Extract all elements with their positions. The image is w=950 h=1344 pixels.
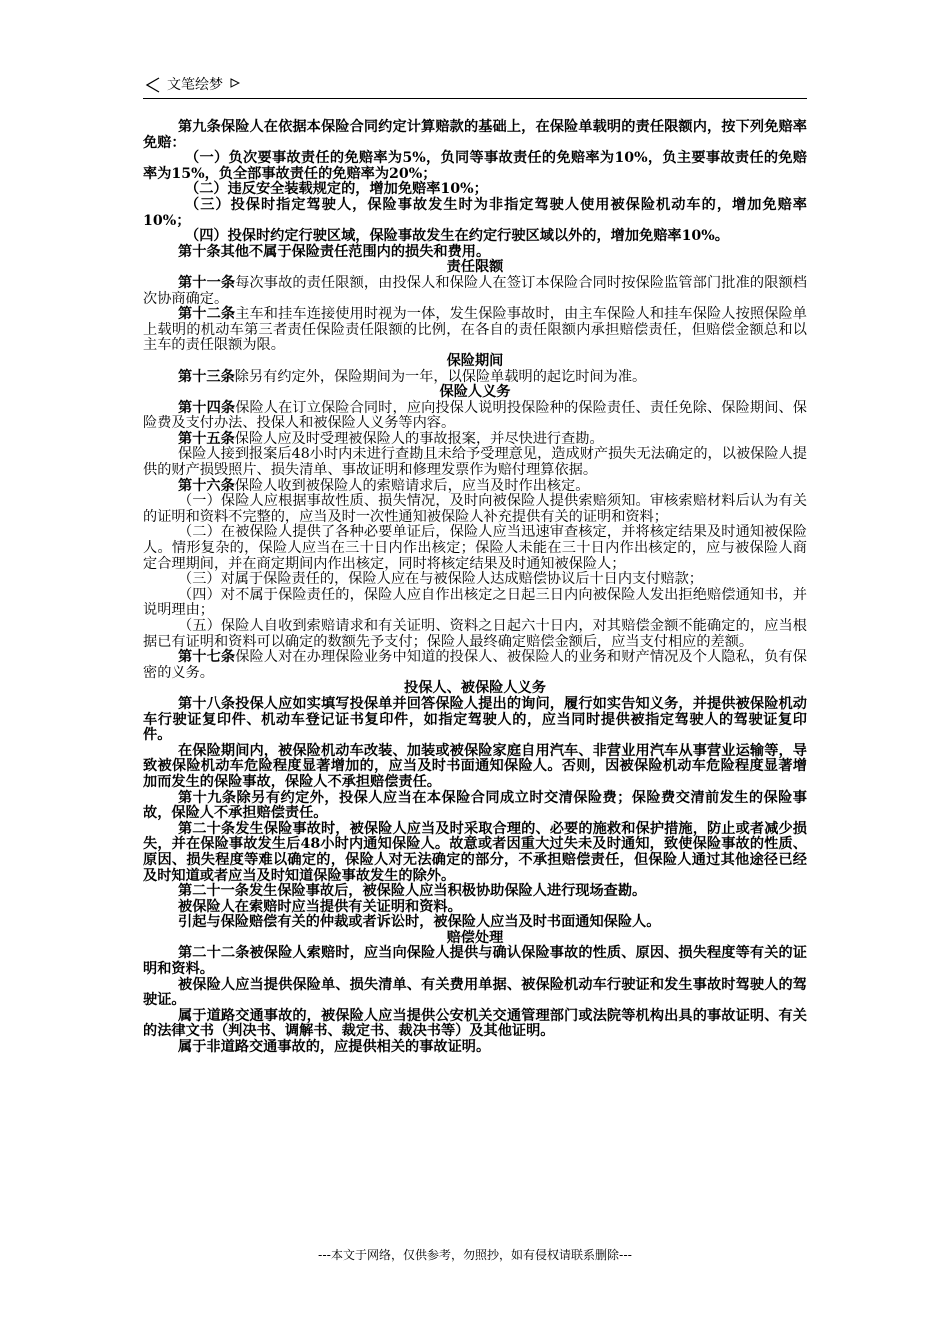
- article-12: [143, 307, 807, 354]
- section-heading-claims: 赔偿处理: [446, 929, 504, 946]
- article-number: 第十三条: [178, 368, 235, 385]
- article-number: 第十四条: [178, 399, 236, 416]
- article-16-item-3: （三）对属于保险责任的，保险人应在与被保险人达成赔偿协议后十日内支付赔款；: [178, 571, 703, 588]
- article-16-item-2: （二）在被保险人提供了各种必要单证后，保险人应当迅速审查核定，并将核定结果及时通知被保险人。情形复杂的，保险人应当在三十日内作出核定；保险人未能在三十日内作出核定的，应与被保险人商定合理期间，并在商定期间内作出核定，同时将核定结果及时通知被保险人；: [143, 524, 807, 572]
- article-21: 第二十一条发生保险事故后，被保险人应当积极协助保险人进行现场查勘。: [178, 883, 647, 900]
- article-17: [143, 650, 807, 681]
- article-22-paragraph-2: 被保险人应当提供保险单、损失清单、有关费用单据、被保险机动车行驶证和发生事故时驾驶人的驾驶证。: [143, 976, 807, 1009]
- article-21-paragraph-2: 被保险人在索赔时应当提供有关证明和资料。: [178, 898, 462, 915]
- section-heading-insurer-duties: 保险人义务: [439, 384, 511, 401]
- article-18: 第十八条投保人应如实填写投保单并回答保险人提出的询问，履行如实告知义务，并提供被保险机动车行驶证复印件、机动车登记证书复印件，如指定驾驶人的，应当同时提供被指定驾驶人的驾驶证复印件。: [143, 695, 807, 744]
- article-text: 保险人对在办理保险业务中知道的投保人、被保险人的业务和财产情况及个人隐私，负有保密的义务。: [143, 649, 807, 681]
- article-14: [143, 401, 807, 432]
- article-19: 第十九条除另有约定外，投保人应当在本保险合同成立时交清保险费；保险费交清前发生的保险事故，保险人不承担赔偿责任。: [143, 789, 807, 822]
- article-22: 第二十二条被保险人索赔时，应当向保险人提供与确认保险事故的性质、原因、损失程度等有关的证明和资料。: [143, 945, 807, 978]
- article-text: 保险人在订立保险合同时，应向投保人说明投保险种的保险责任、责任免除、保险期间、保险费及支付办法、投保人和被保险人义务等内容。: [143, 399, 807, 432]
- article-9-item-4: （四）投保时约定行驶区域，保险事故发生在约定行驶区域以外的，增加免赔率10%。: [185, 228, 729, 245]
- article-number: 第十一条: [178, 274, 236, 291]
- article-text: 每次事故的责任限额，由投保人和保险人在签订本保险合同时按保险监管部门批准的限额档次协商确定。: [143, 274, 807, 307]
- left-triangle-icon: [145, 77, 161, 93]
- section-heading-insurance-period: 保险期间: [446, 352, 504, 369]
- article-number: 第十二条: [178, 306, 236, 323]
- right-triangle-icon: [230, 78, 240, 88]
- article-number: 第十七条: [178, 649, 236, 666]
- article-21-paragraph-3: 引起与保险赔偿有关的仲裁或者诉讼时，被保险人应当及时书面通知保险人。: [178, 914, 661, 931]
- article-22-paragraph-3: 属于道路交通事故的，被保险人应当提供公安机关交通管理部门或法院等机构出具的事故证明、有关的法律文书（判决书、调解书、裁定书、裁决书等）及其他证明。: [143, 1007, 807, 1040]
- article-number: 第十五条: [178, 430, 235, 447]
- article-9: 第九条保险人在依据本保险合同约定计算赔款的基础上，在保险单载明的责任限额内，按下列免赔率免赔：: [143, 119, 807, 151]
- article-9-item-1: （一）负次要事故责任的免赔率为5%，负同等事故责任的免赔率为10%，负主要事故责任的免赔率为15%，负全部事故责任的免赔率为20%；: [143, 150, 807, 182]
- footer-disclaimer: ---本文于网络，仅供参考，勿照抄，如有侵权请联系删除---: [318, 1248, 632, 1262]
- article-text: 保险人应及时受理被保险人的事故报案，并尽快进行查勘。: [234, 430, 604, 447]
- article-16-item-4: （四）对不属于保险责任的，保险人应自作出核定之日起三日内向被保险人发出拒绝赔偿通知书，并说明理由；: [143, 586, 807, 619]
- article-18-paragraph: 在保险期间内，被保险机动车改装、加装或被保险家庭自用汽车、非营业用汽车从事营业运输等，导致被保险机动车危险程度显著增加的，应当及时书面通知保险人。否则，因被保险机动车危险程度显著增加而发生的保险事故，保险人不承担赔偿责任。: [143, 742, 807, 790]
- brand-name: 文笔绘梦: [167, 77, 223, 93]
- article-9-item-3: （三）投保时指定驾驶人，保险事故发生时为非指定驾驶人使用被保险机动车的，增加免赔率10%；: [143, 196, 807, 229]
- article-22-paragraph-4: 属于非道路交通事故的，应提供相关的事故证明。: [178, 1039, 491, 1056]
- document-body: [143, 120, 807, 1056]
- article-20: 第二十条发生保险事故时，被保险人应当及时采取合理的、必要的施救和保护措施，防止或者减少损失，并在保险事故发生后48小时内通知保险人。故意或者因重大过失未及时通知，致使保险事故的性质、原因、损失程度等难以确定的，保险人对无法确定的部分，不承担赔偿责任，但保险人通过其他途径已经及时知道或者应当及时知道保险事故发生的除外。: [143, 820, 807, 884]
- article-13: [143, 370, 807, 386]
- article-16-item-1: （一）保险人应根据事故性质、损失情况，及时向被保险人提供索赔须知。审核索赔材料后认为有关的证明和资料不完整的，应当及时一次性通知被保险人补充提供有关的证明和资料；: [143, 493, 807, 525]
- article-15-paragraph: 保险人接到报案后48小时内未进行查勘且未给予受理意见，造成财产损失无法确定的，以被保险人提供的财产损毁照片、损失清单、事故证明和修理发票作为赔付理算依据。: [143, 446, 807, 479]
- article-text: 主车和挂车连接使用时视为一体，发生保险事故时，由主车保险人和挂车保险人按照保险单上载明的机动车第三者责任保险责任限额的比例，在各自的责任限额内承担赔偿责任，但赔偿金额总和以主车的责任限额为限。: [143, 306, 807, 354]
- section-heading-policyholder-duties: 投保人、被保险人义务: [404, 680, 546, 697]
- page-header: [143, 72, 807, 99]
- article-16: [143, 479, 807, 495]
- article-text: 除另有约定外，保险期间为一年，以保险单载明的起讫时间为准。: [234, 368, 647, 385]
- article-10: 第十条其他不属于保险责任范围内的损失和费用。: [178, 243, 491, 260]
- section-heading-liability-limit: 责任限额: [446, 259, 504, 276]
- article-16-item-5: （五）保险人自收到索赔请求和有关证明、资料之日起六十日内，对其赔偿金额不能确定的，应当根据已有证明和资料可以确定的数额先予支付；保险人最终确定赔偿金额后，应当支付相应的差额。: [143, 618, 807, 650]
- article-number: 第十六条: [178, 477, 235, 494]
- article-11: [143, 276, 807, 307]
- article-9-item-2: （二）违反安全装载规定的，增加免赔率10%；: [185, 181, 488, 198]
- article-text: 保险人收到被保险人的索赔请求后，应当及时作出核定。: [234, 477, 590, 494]
